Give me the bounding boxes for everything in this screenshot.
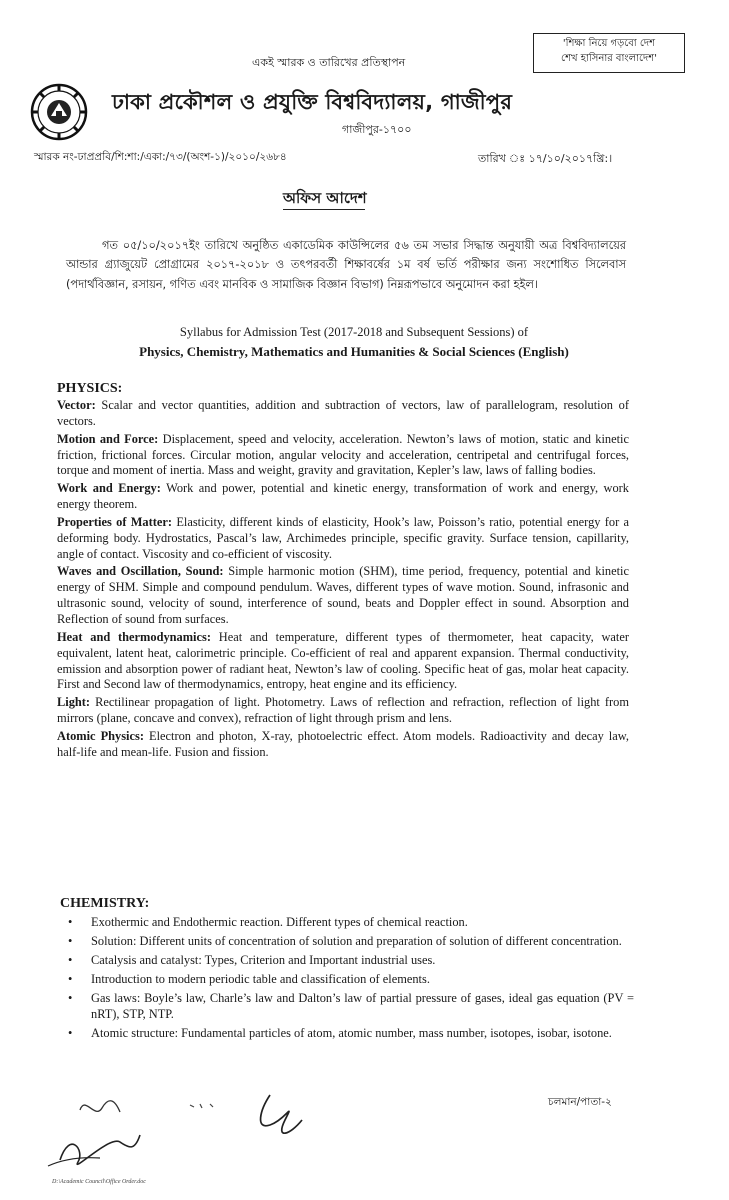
chemistry-list [64,914,634,1044]
list-item: • Atomic structure: Fundamental particles of atom, atomic number, mass number, isotopes, isobar, isotone. [68,1026,612,1040]
topic-title: Properties of Matter: [57,514,173,529]
university-name: ঢাকা প্রকৌশল ও প্রযুক্তি বিশ্ববিদ্যালয়, গাজীপুর [112,90,513,114]
memo-number: স্মারক নং-ঢাপ্রপ্রবি/শি:শা:/একা:/৭৩/(অংশ-১)/২০১০/২৬৮৪ [34,151,287,163]
office-order-title: অফিস আদেশ [283,189,367,207]
topic-text: Heat and temperature, different types of thermometer, heat capacity, water equivalent, latent heat, calorimetric principle. Co-efficient of real and apparent expansion. Thermal conductivity, emission and absorption power of radiant heat, Newton’s law of cooling. Specific heat of gas, molar heat capacity. First and Second law of thermodynamics, entropy, heat engine and its efficiency. [57,629,629,692]
list-item: • Gas laws: Boyle’s law, Charle’s law and Dalton’s law of partial pressure of gases, ideal gas equation (PV = nRT), STP, NTP. [68,991,634,1021]
list-item: • Catalysis and catalyst: Types, Criterion and Important industrial uses. [68,953,436,967]
list-item: • Solution: Different units of concentration of solution and preparation of solution of different concentration. [68,934,622,948]
replacement-note: একই স্মারক ও তারিখের প্রতিস্থাপন [252,56,406,69]
office-order-body [66,236,626,294]
motto-line-1: 'শিক্ষা নিয়ে গড়বো দেশ [562,38,656,49]
topic-text: Scalar and vector quantities, addition and subtraction of vectors, law of parallelogram, resolution of vectors. [57,398,629,428]
topic-text: Work and power, potential and kinetic energy, transformation of work and energy, work energy theorem. [57,481,629,512]
title-underline [283,209,365,210]
signatures [40,1090,350,1170]
continued-page-note: চলমান/পাতা-২ [548,1096,612,1108]
physics-topic [57,729,629,761]
syllabus-title [64,323,644,361]
bullet-icon: • [68,953,73,967]
topic-title: Vector: [57,398,96,412]
topic-title: Atomic Physics: [57,728,144,743]
physics-section [57,398,629,763]
topic-title: Waves and Oscillation, Sound: [57,564,224,579]
bullet-icon: • [68,991,73,1005]
topic-text: Elasticity, different kinds of elasticity, Hook’s law, Poisson’s ratio, potential energy for a deforming body. Hydrostatics, Pascal’s law, Archimedes principle, specific gravity. Surface tension, capillarity, angle of contact. Viscosity and co-efficient of viscosity. [57,514,629,561]
physics-heading: PHYSICS: [57,381,123,396]
list-item: • Introduction to modern periodic table and classification of elements. [68,972,430,986]
physics-topic [57,481,629,513]
bullet-icon: • [68,1026,73,1040]
physics-topic [57,695,629,727]
physics-topic [57,564,629,627]
physics-topic [57,432,629,480]
topic-title: Work and Energy: [57,481,161,496]
university-logo [30,83,88,141]
topic-title: Motion and Force: [57,431,159,446]
physics-topic [57,515,629,563]
bullet-icon: • [68,934,73,948]
topic-text: Displacement, speed and velocity, acceleration. Newton’s laws of motion, static and kinetic friction, frictional forces. Circular motion, angular velocity and acceleration, centripetal and centrifugal forces, torque and moment of inertia. Mass and weight, gravity and gravitation, Kepler’s law, laws of falling bodies. [57,431,629,478]
topic-text: Electron and photon, X-ray, photoelectric effect. Atom models. Radioactivity and decay law, half-life and mean-life. Fusion and fission. [57,728,629,759]
motto-line-2: শেখ হাসিনার বাংলাদেশ' [561,53,657,64]
motto-box [533,33,685,73]
topic-title: Heat and thermodynamics: [57,629,211,644]
list-item: • Exothermic and Endothermic reaction. Different types of chemical reaction. [68,915,468,929]
bullet-icon: • [68,915,73,929]
file-path: D:\Academic Council\Office Order.doc [52,1179,146,1185]
topic-title: Light: [57,695,91,710]
topic-text: Simple harmonic motion (SHM), time period, frequency, potential and kinetic energy of SHM. Simple and compound pendulum. Waves, different types of wave motion. Sound, infrasonic and ultrasonic sound, velocity of sound, interference of sound, beats and Doppler effect in sound. Absorption and Reflection of sound from surfaces. [57,564,629,626]
bullet-icon: • [68,972,73,986]
university-address: গাজীপুর-১৭০০ [342,123,412,136]
physics-topic [57,630,629,693]
office-order-paragraph: গত ০৫/১০/২০১৭ইং তারিখে অনুষ্ঠিত একাডেমিক কাউন্সিলের ৫৬ তম সভার সিদ্ধান্ত অনুযায়ী অত্র বিশ্ববিদ্যালয়ের আন্ডার গ্র্যাজুয়েট প্রোগ্রামের ২০১৭-২০১৮ ও তৎপরবর্তী শিক্ষাবর্ষের ১ম বর্ষ ভর্তি পরীক্ষার জন্য সংশোধিত সিলেবাস (পদার্থবিজ্ঞান, রসায়ন, গণিত এবং মানবিক ও সামাজিক বিজ্ঞান বিভাগ) নিম্নরূপভাবে অনুমোদন করা হইল। [66,239,626,291]
syllabus-title-line2: Physics, Chemistry, Mathematics and Humanities & Social Sciences (English) [139,344,569,359]
physics-topic [57,398,629,430]
chemistry-heading: CHEMISTRY: [60,896,150,911]
memo-date: তারিখ ঃ ১৭/১০/২০১৭খ্রি:। [478,152,613,165]
syllabus-title-line1: Syllabus for Admission Test (2017-2018 and Subsequent Sessions) of [179,325,529,339]
topic-text: Rectilinear propagation of light. Photometry. Laws of reflection and refraction, reflection of light from mirrors (plane, concave and convex), refraction of light through prism and lens. [57,695,629,726]
